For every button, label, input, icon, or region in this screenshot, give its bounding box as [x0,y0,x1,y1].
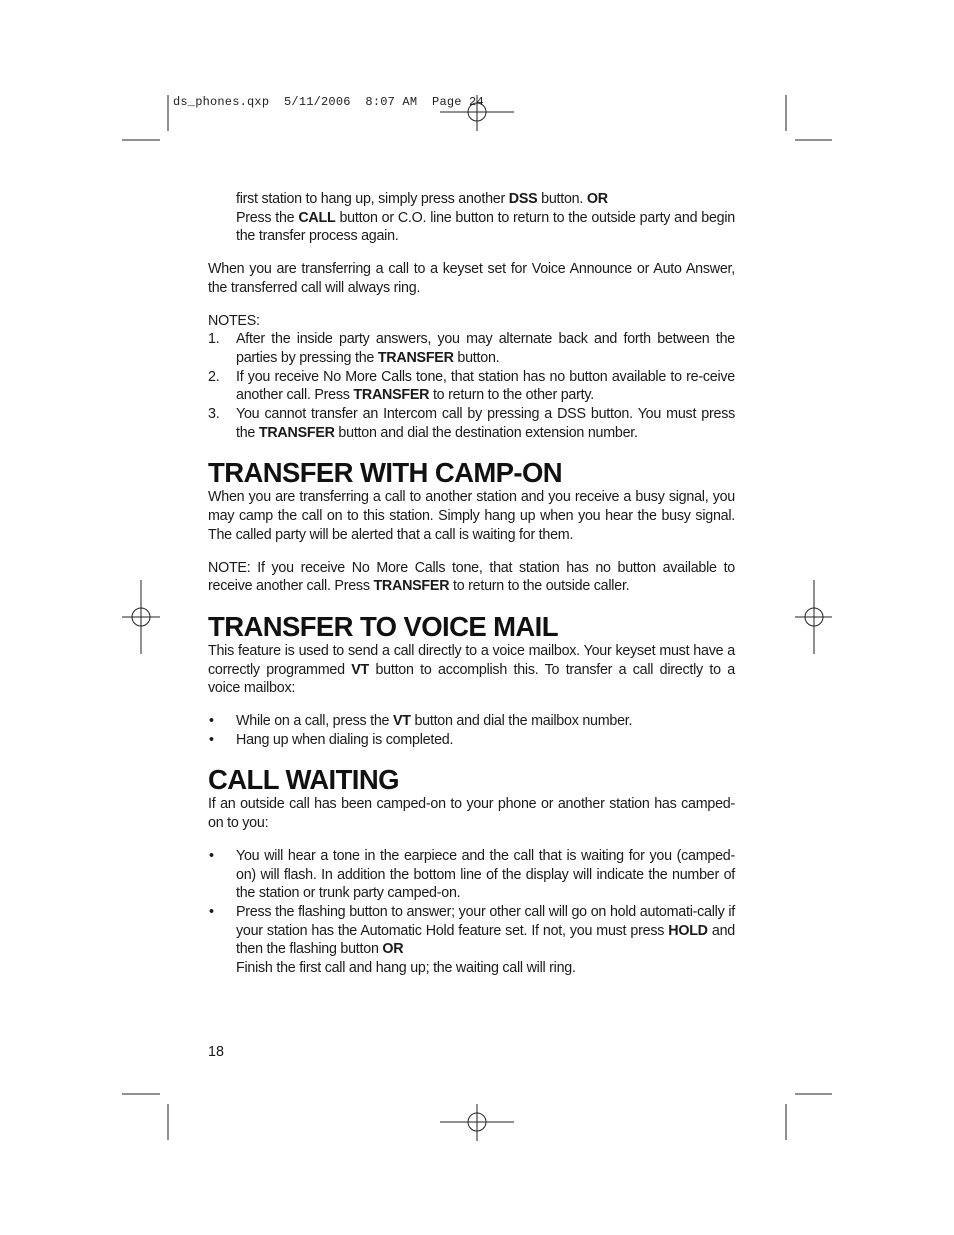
call-waiting-paragraph: If an outside call has been camped-on to your phone or another station has camped-on to you: [208,796,735,832]
call-waiting-steps [208,847,735,978]
bullet-item: • Press the flashing button to answer; your other call will go on hold automati-cally if your station has the Automatic Hold feature set. If not, you must press HOLD and then the flashing button OR Finish the first call and hang up; the waiting call will ring. [209,903,735,977]
notes-heading: NOTES: [208,312,260,329]
bullet-item: • Hang up when dialing is completed. [209,731,454,748]
notes-list [208,330,735,442]
note-item: 1. After the inside party answers, you may alternate back and forth between the parties by pressing the TRANSFER button. [208,331,735,366]
page-number: 18 [208,1044,224,1060]
intro-line-1: first station to hang up, simply press another DSS button. OR [236,191,608,207]
keyset-paragraph: When you are transferring a call to a keyset set for Voice Announce or Auto Answer, the transferred call will always ring. [208,261,735,296]
bullet-item: • You will hear a tone in the earpiece and the call that is waiting for you (camped-on) will flash. In addition the bottom line of the display will indicate the number of the station or trunk party camped-on. [209,847,735,902]
voice-mail-paragraph: This feature is used to send a call directly to a voice mailbox. Your keyset must have a correctly programmed VT button to accomplish this. To transfer a call directly to a voice mailbox: [208,642,735,697]
section-title-camp-on: TRANSFER WITH CAMP-ON [208,457,563,489]
camp-on-note: NOTE: If you receive No More Calls tone, that station has no button available to receive another call. Press TRANSFER to return to the outside caller. [208,559,735,595]
section-title-call-waiting: CALL WAITING [208,764,399,796]
section-title-voice-mail: TRANSFER TO VOICE MAIL [208,610,558,642]
page-content [208,190,735,978]
bullet-item: • While on a call, press the VT button and dial the mailbox number. [209,713,633,730]
note-item: 2. If you receive No More Calls tone, that station has no button available to re-ceive another call. Press TRANSFER to return to the other party. [208,368,735,404]
file-slug-line: ds_phones.qxp 5/11/2006 8:07 AM Page 24 [173,95,484,109]
note-item: 3. You cannot transfer an Intercom call by pressing a DSS button. You must press the TRANSFER button and dial the destination extension number. [208,406,735,441]
voice-mail-steps [208,712,735,749]
intro-line-2: Press the CALL button or C.O. line button to return to the outside party and begin the transfer process again. [236,209,735,245]
camp-on-paragraph: When you are transferring a call to another station and you receive a busy signal, you may camp the call on to this station. Simply hang up when you hear the busy signal. The called party will be alerted that a call is waiting for them. [208,489,735,543]
